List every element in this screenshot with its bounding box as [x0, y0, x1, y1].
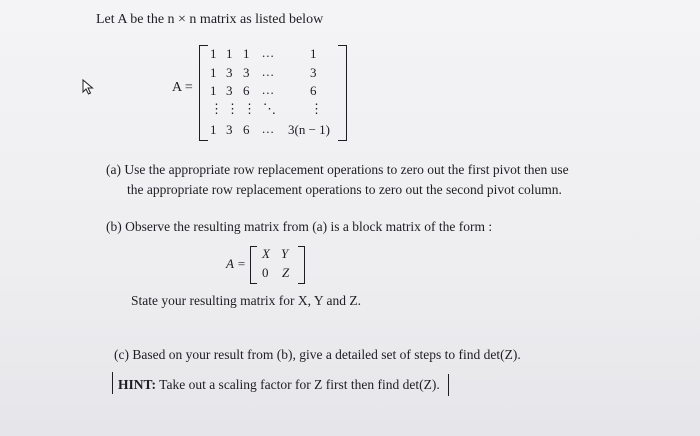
matrix-left-bracket	[199, 45, 208, 141]
matrix-cell: ⋮	[310, 101, 323, 116]
hint-right-bar	[448, 374, 449, 396]
block-matrix-label: A =	[226, 256, 246, 271]
part-a-line-2: the appropriate row replacement operations to zero out the second pivot column.	[127, 182, 562, 197]
matrix-cell: 1	[210, 46, 217, 61]
matrix-cell: 3(n − 1)	[288, 122, 330, 137]
block-cell-z: Z	[282, 265, 290, 280]
part-c-line-1: (c) Based on your result from (b), give a detailed set of steps to find det(Z).	[114, 347, 521, 362]
matrix-cell: 6	[243, 122, 250, 137]
part-a-line-1: (a) Use the appropriate row replacement operations to zero out the first pivot then use	[106, 162, 569, 177]
matrix-cell: ⋮	[243, 101, 256, 116]
matrix-right-bracket	[338, 45, 347, 141]
matrix-cell: 3	[226, 83, 233, 98]
matrix-cell: 1	[310, 46, 317, 61]
matrix-cell: 3	[243, 65, 250, 80]
matrix-cell: 1	[243, 46, 250, 61]
hint-left-bar	[112, 372, 113, 394]
hint-text: Take out a scaling factor for Z first then find det(Z).	[159, 377, 440, 392]
matrix-cell: 6	[310, 83, 317, 98]
matrix-cell: ...	[262, 45, 275, 60]
matrix-cell: ⋱	[263, 101, 276, 116]
matrix-cell: ⋮	[226, 101, 239, 116]
block-cell-0: 0	[262, 265, 269, 280]
part-b-line-1: (b) Observe the resulting matrix from (a) is a block matrix of the form :	[106, 219, 493, 234]
matrix-cell: ...	[262, 121, 275, 136]
matrix-cell: 3	[310, 65, 317, 80]
matrix-cell: ⋮	[210, 101, 223, 116]
matrix-cell: 3	[226, 122, 233, 137]
hint-line	[118, 377, 440, 393]
block-cell-y: Y	[281, 246, 289, 261]
block-right-bracket	[298, 246, 305, 284]
hint-label: HINT:	[118, 377, 157, 392]
matrix-cell: 3	[226, 65, 233, 80]
part-b-line-2: State your resulting matrix for X, Y and Z.	[131, 293, 361, 308]
matrix-cell: 1	[210, 83, 217, 98]
matrix-cell: 1	[210, 122, 217, 137]
block-left-bracket	[250, 246, 257, 284]
matrix-cell: ...	[262, 82, 275, 97]
matrix-cell: 6	[243, 83, 250, 98]
matrix-cell: ...	[262, 64, 275, 79]
block-cell-x: X	[262, 246, 270, 261]
matrix-cell: 1	[226, 46, 233, 61]
matrix-cell: 1	[210, 65, 217, 80]
intro-text: Let A be the n × n matrix as listed below	[96, 12, 324, 27]
matrix-a-label: A =	[172, 80, 193, 95]
mouse-pointer-icon	[80, 78, 98, 96]
